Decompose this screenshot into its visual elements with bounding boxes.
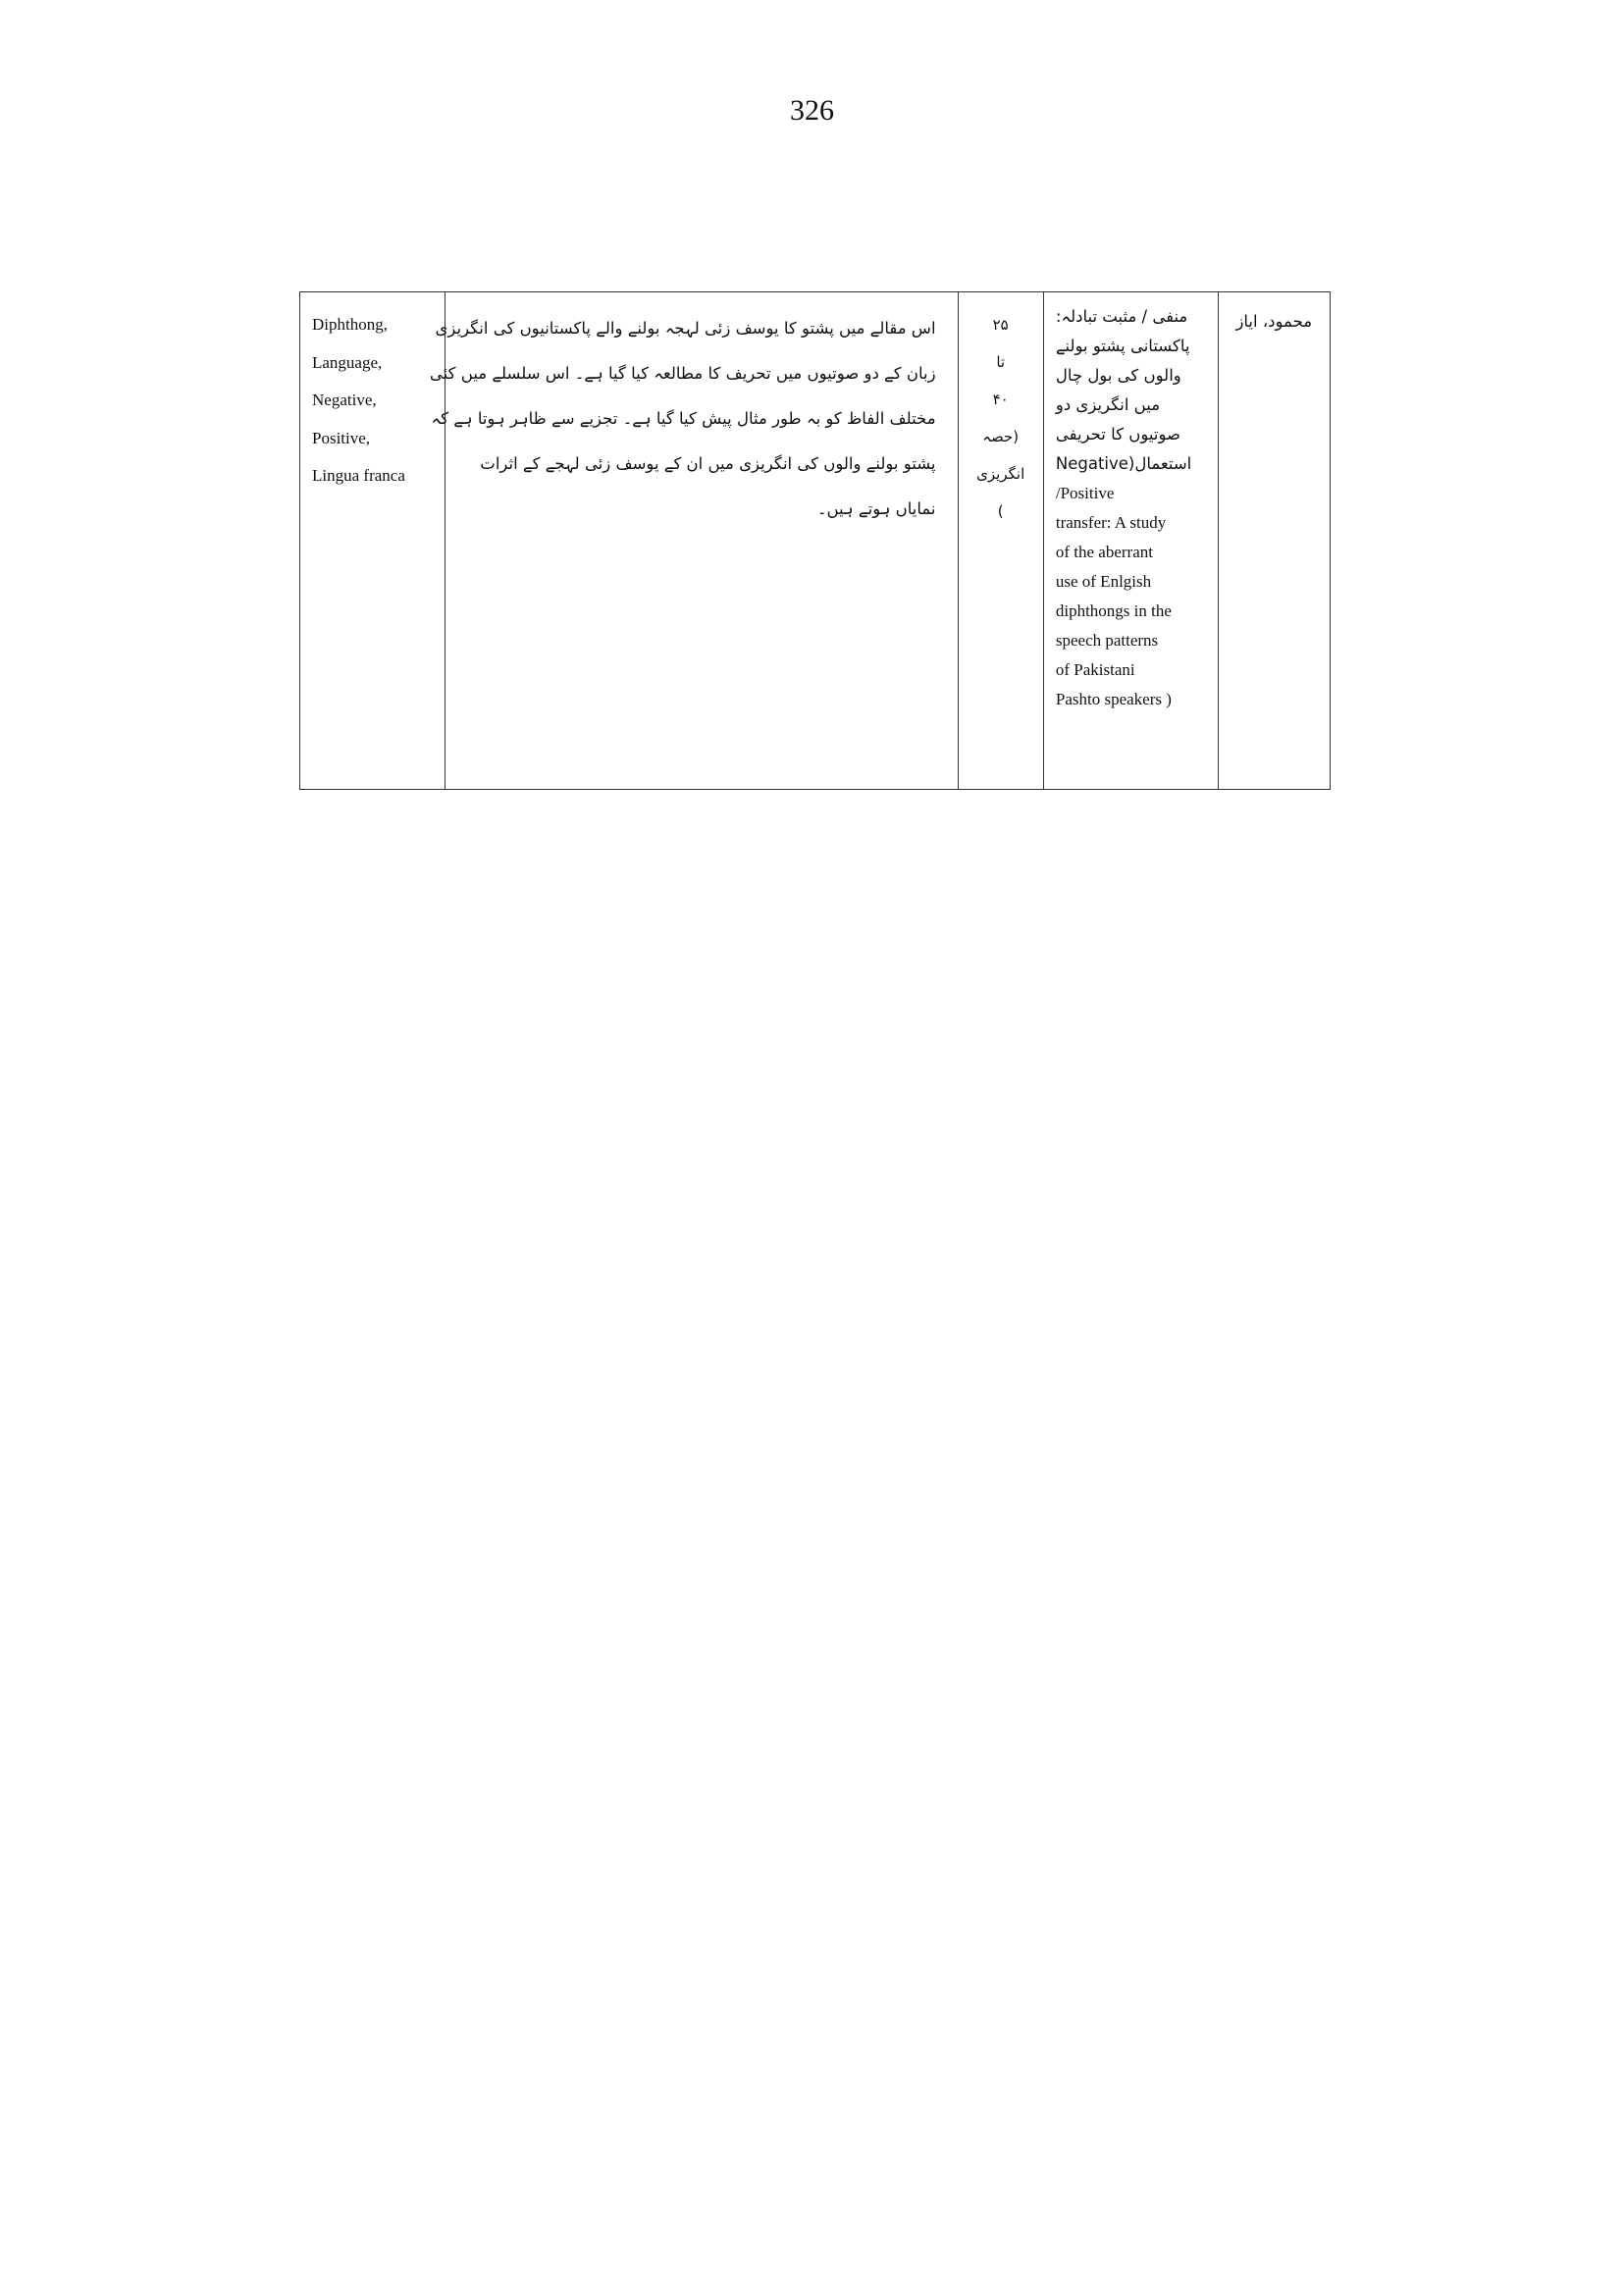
pages-line: ۲۵ (992, 316, 1009, 334)
pages-line: (حصہ (982, 428, 1020, 445)
title-english-line: transfer: A study (1055, 513, 1167, 532)
title-english-line: use of Enlgish (1055, 572, 1152, 591)
title-english-line: /Positive (1055, 484, 1115, 502)
title-urdu-line: صوتیوں کا تحریفی (1055, 425, 1181, 443)
table-row (300, 292, 1331, 790)
keyword: Diphthong, (312, 315, 388, 334)
title-urdu (1056, 302, 1210, 479)
title-english-line: of Pakistani (1055, 660, 1135, 679)
keyword: Language, (312, 352, 383, 372)
abstract-line: زبان کے دو صوتیوں میں تحریف کا مطالعہ کیا گیا ہے۔ اس سلسلے میں کئی (429, 364, 936, 383)
title-english-line: Pashto speakers ) (1055, 690, 1172, 708)
title-block (1044, 292, 1218, 714)
keywords-cell (300, 292, 445, 790)
title-english-line: diphthongs in the (1055, 601, 1172, 620)
abstract-line: مختلف الفاظ کو بہ طور مثال پیش کیا گیا ہے۔ تجزیے سے ظاہر ہوتا ہے کہ (431, 409, 936, 428)
title-urdu-line: منفی / مثبت تبادلہ: (1055, 307, 1188, 326)
page-number: 326 (790, 94, 834, 127)
pages-cell (958, 292, 1043, 790)
keywords-list (300, 292, 445, 496)
title-urdu-line: میں انگریزی دو (1055, 395, 1161, 414)
abstract-line: نمایاں ہوتے ہیں۔ (816, 499, 936, 518)
author-cell (1218, 292, 1330, 790)
author-name: محمود، ایاز (1235, 312, 1313, 331)
abstract-line: اس مقالے میں پشتو کا یوسف زئی لہجہ بولنے والے پاکستانیوں کی انگریزی (435, 319, 936, 338)
abstract-line: پشتو بولنے والوں کی انگریزی میں ان کے یوسف زئی لہجے کے اثرات (480, 454, 936, 473)
title-english-line: speech patterns (1055, 631, 1159, 650)
bibliography-table (299, 291, 1331, 790)
title-urdu-line: استعمال(Negative (1055, 454, 1192, 473)
pages-line: انگریزی (976, 465, 1025, 483)
pages-text (959, 292, 1043, 530)
pages-line: ۴۰ (992, 391, 1009, 408)
keyword: Positive, (312, 428, 371, 447)
title-urdu-line: والوں کی بول چال (1055, 366, 1181, 385)
title-english (1056, 479, 1210, 714)
title-english-line: of the aberrant (1055, 543, 1153, 561)
keyword: Negative, (312, 391, 377, 409)
title-cell (1043, 292, 1218, 790)
pages-line: تا (996, 353, 1006, 371)
pages-line: ) (997, 502, 1004, 520)
abstract-cell (429, 292, 958, 790)
abstract-text (429, 292, 958, 532)
keyword: Lingua franca (312, 466, 405, 485)
title-urdu-line: پاکستانی پشتو بولنے (1055, 337, 1190, 355)
